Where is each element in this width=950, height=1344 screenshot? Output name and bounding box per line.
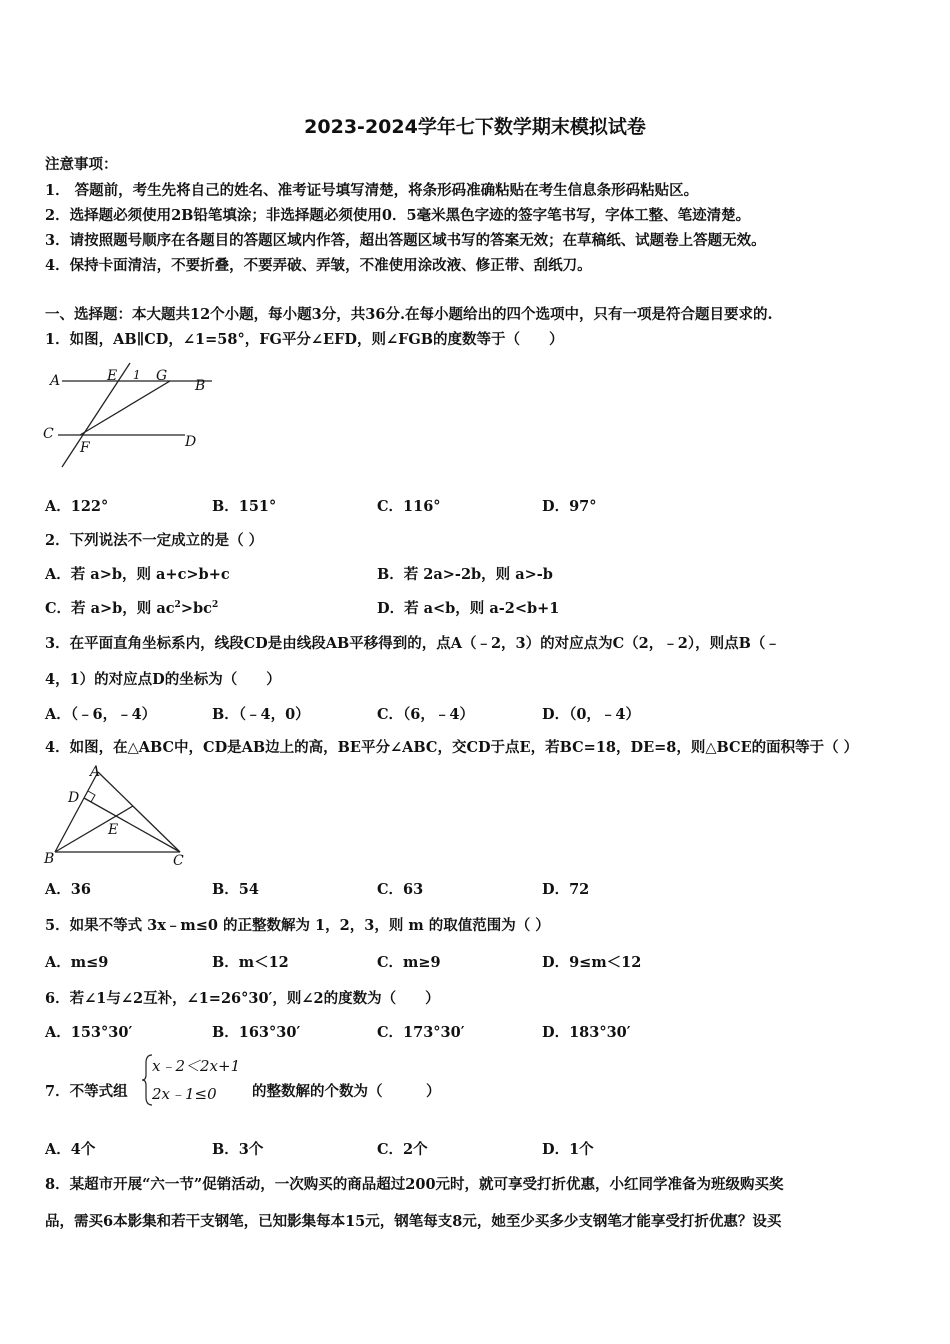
q4-figure bbox=[40, 762, 195, 872]
q7-option-d[interactable]: D．1个 bbox=[542, 1141, 594, 1158]
q4-label-e: E bbox=[108, 822, 119, 838]
q5-option-d[interactable]: D．9≤m＜12 bbox=[542, 954, 642, 971]
q8-stem-line1: 8．某超市开展“六一节”促销活动，一次购买的商品超过200元时，就可享受打折优惠，小红同学准备为班级购买奖 bbox=[45, 1176, 784, 1193]
q4-option-d[interactable]: D．72 bbox=[542, 881, 590, 898]
q3-option-a[interactable]: A．（﹣6，﹣4） bbox=[45, 706, 157, 723]
q1-label-1: 1 bbox=[133, 368, 141, 382]
q7-option-b[interactable]: B．3个 bbox=[212, 1141, 264, 1158]
q4-option-c[interactable]: C．63 bbox=[377, 881, 424, 898]
q2-option-a[interactable]: A．若 a>b，则 a+c>b+c bbox=[45, 566, 230, 583]
q2-option-b[interactable]: B．若 2a>-2b，则 a>-b bbox=[377, 566, 553, 583]
q2-stem: 2．下列说法不一定成立的是（ ） bbox=[45, 532, 264, 549]
q1-option-b[interactable]: B．151° bbox=[212, 498, 277, 515]
q1-label-f: F bbox=[80, 440, 90, 456]
q1-option-d[interactable]: D．97° bbox=[542, 498, 597, 515]
q2-option-c-text: C．若 a>b，则 ac bbox=[45, 600, 175, 617]
q1-label-b: B bbox=[195, 378, 206, 394]
q3-stem-line1: 3．在平面直角坐标系内，线段CD是由线段AB平移得到的，点A（﹣2，3）的对应点为C（2，﹣2），则点B（﹣ bbox=[45, 635, 780, 652]
q3-option-b[interactable]: B．（﹣4，0） bbox=[212, 706, 310, 723]
q1-label-d: D bbox=[185, 434, 197, 450]
q4-stem: 4．如图，在△ABC中，CD是AB边上的高，BE平分∠ABC，交CD于点E，若BC=18，DE=8，则△BCE的面积等于（ ） bbox=[45, 739, 859, 756]
q2-option-c-exp1: 2 bbox=[174, 600, 181, 611]
q4-label-b: B bbox=[44, 851, 55, 867]
q6-option-c[interactable]: C．173°30′ bbox=[377, 1024, 465, 1041]
q5-option-b[interactable]: B．m＜12 bbox=[212, 954, 289, 971]
q7-suffix: 的整数解的个数为（ ） bbox=[252, 1083, 441, 1100]
q4-label-a: A bbox=[90, 764, 101, 780]
q1-option-a[interactable]: A．122° bbox=[45, 498, 109, 515]
q6-stem: 6．若∠1与∠2互补，∠1=26°30′，则∠2的度数为（ ） bbox=[45, 990, 440, 1007]
q4-label-c: C bbox=[173, 853, 184, 869]
q1-option-c[interactable]: C．116° bbox=[377, 498, 441, 515]
q7-option-a[interactable]: A．4个 bbox=[45, 1141, 96, 1158]
q7-prefix: 7．不等式组 bbox=[45, 1083, 128, 1100]
q7-inequality-2: 2x﹣1≤0 bbox=[152, 1085, 217, 1103]
note-item-4: 4．保持卡面清洁，不要折叠，不要弄破、弄皱，不准使用涂改液、修正带、刮纸刀。 bbox=[45, 257, 592, 274]
note-item-1: 1． 答题前，考生先将自己的姓名、准考证号填写清楚，将条形码准确粘贴在考生信息条形码粘贴区。 bbox=[45, 182, 699, 199]
q1-label-c: C bbox=[43, 426, 54, 442]
q6-option-b[interactable]: B．163°30′ bbox=[212, 1024, 301, 1041]
q8-stem-line2: 品，需买6本影集和若干支钢笔，已知影集每本15元，钢笔每支8元，她至少买多少支钢笔才能享受打折优惠？设买 bbox=[45, 1213, 782, 1230]
note-item-3: 3．请按照题号顺序在各题目的答题区域内作答，超出答题区域书写的答案无效；在草稿纸、试题卷上答题无效。 bbox=[45, 232, 766, 249]
q7-option-c[interactable]: C．2个 bbox=[377, 1141, 428, 1158]
section-heading: 一、选择题：本大题共12个小题，每小题3分，共36分.在每小题给出的四个选项中，只有一项是符合题目要求的. bbox=[45, 306, 773, 323]
q5-option-c[interactable]: C．m≥9 bbox=[377, 954, 441, 971]
q1-label-a: A bbox=[50, 373, 61, 389]
q2-option-c-exp2: 2 bbox=[211, 600, 219, 611]
q5-stem: 5．如果不等式 3x﹣m≤0 的正整数解为 1，2，3，则 m 的取值范围为（ ） bbox=[45, 917, 550, 934]
q4-label-d: D bbox=[68, 790, 80, 806]
q4-option-a[interactable]: A．36 bbox=[45, 881, 91, 898]
q6-option-a[interactable]: A．153°30′ bbox=[45, 1024, 133, 1041]
q7-inequality-1: x﹣2＜2x+1 bbox=[152, 1057, 241, 1075]
q3-option-d[interactable]: D．（0，﹣4） bbox=[542, 706, 641, 723]
page-title: 2023-2024学年七下数学期末模拟试卷 bbox=[304, 116, 646, 138]
notes-heading: 注意事项： bbox=[45, 156, 118, 173]
q2-option-c[interactable] bbox=[45, 597, 218, 618]
note-item-2: 2．选择题必须使用2B铅笔填涂；非选择题必须使用0．5毫米黑色字迹的签字笔书写，字体工整、笔迹清楚。 bbox=[45, 207, 751, 224]
q3-option-c[interactable]: C．（6，﹣4） bbox=[377, 706, 474, 723]
q1-label-e: E bbox=[107, 368, 118, 384]
q5-option-a[interactable]: A．m≤9 bbox=[45, 954, 109, 971]
q6-option-d[interactable]: D．183°30′ bbox=[542, 1024, 631, 1041]
q4-option-b[interactable]: B．54 bbox=[212, 881, 259, 898]
q1-stem: 1．如图，AB∥CD，∠1=58°，FG平分∠EFD，则∠FGB的度数等于（ ） bbox=[45, 331, 564, 348]
q1-label-g: G bbox=[156, 368, 168, 384]
q3-stem-line2: 4，1）的对应点D的坐标为（ ） bbox=[45, 671, 281, 688]
q2-option-d[interactable]: D．若 a<b，则 a-2<b+1 bbox=[377, 600, 560, 617]
q2-option-c-text2: >bc bbox=[180, 600, 212, 617]
q1-figure bbox=[40, 360, 220, 472]
